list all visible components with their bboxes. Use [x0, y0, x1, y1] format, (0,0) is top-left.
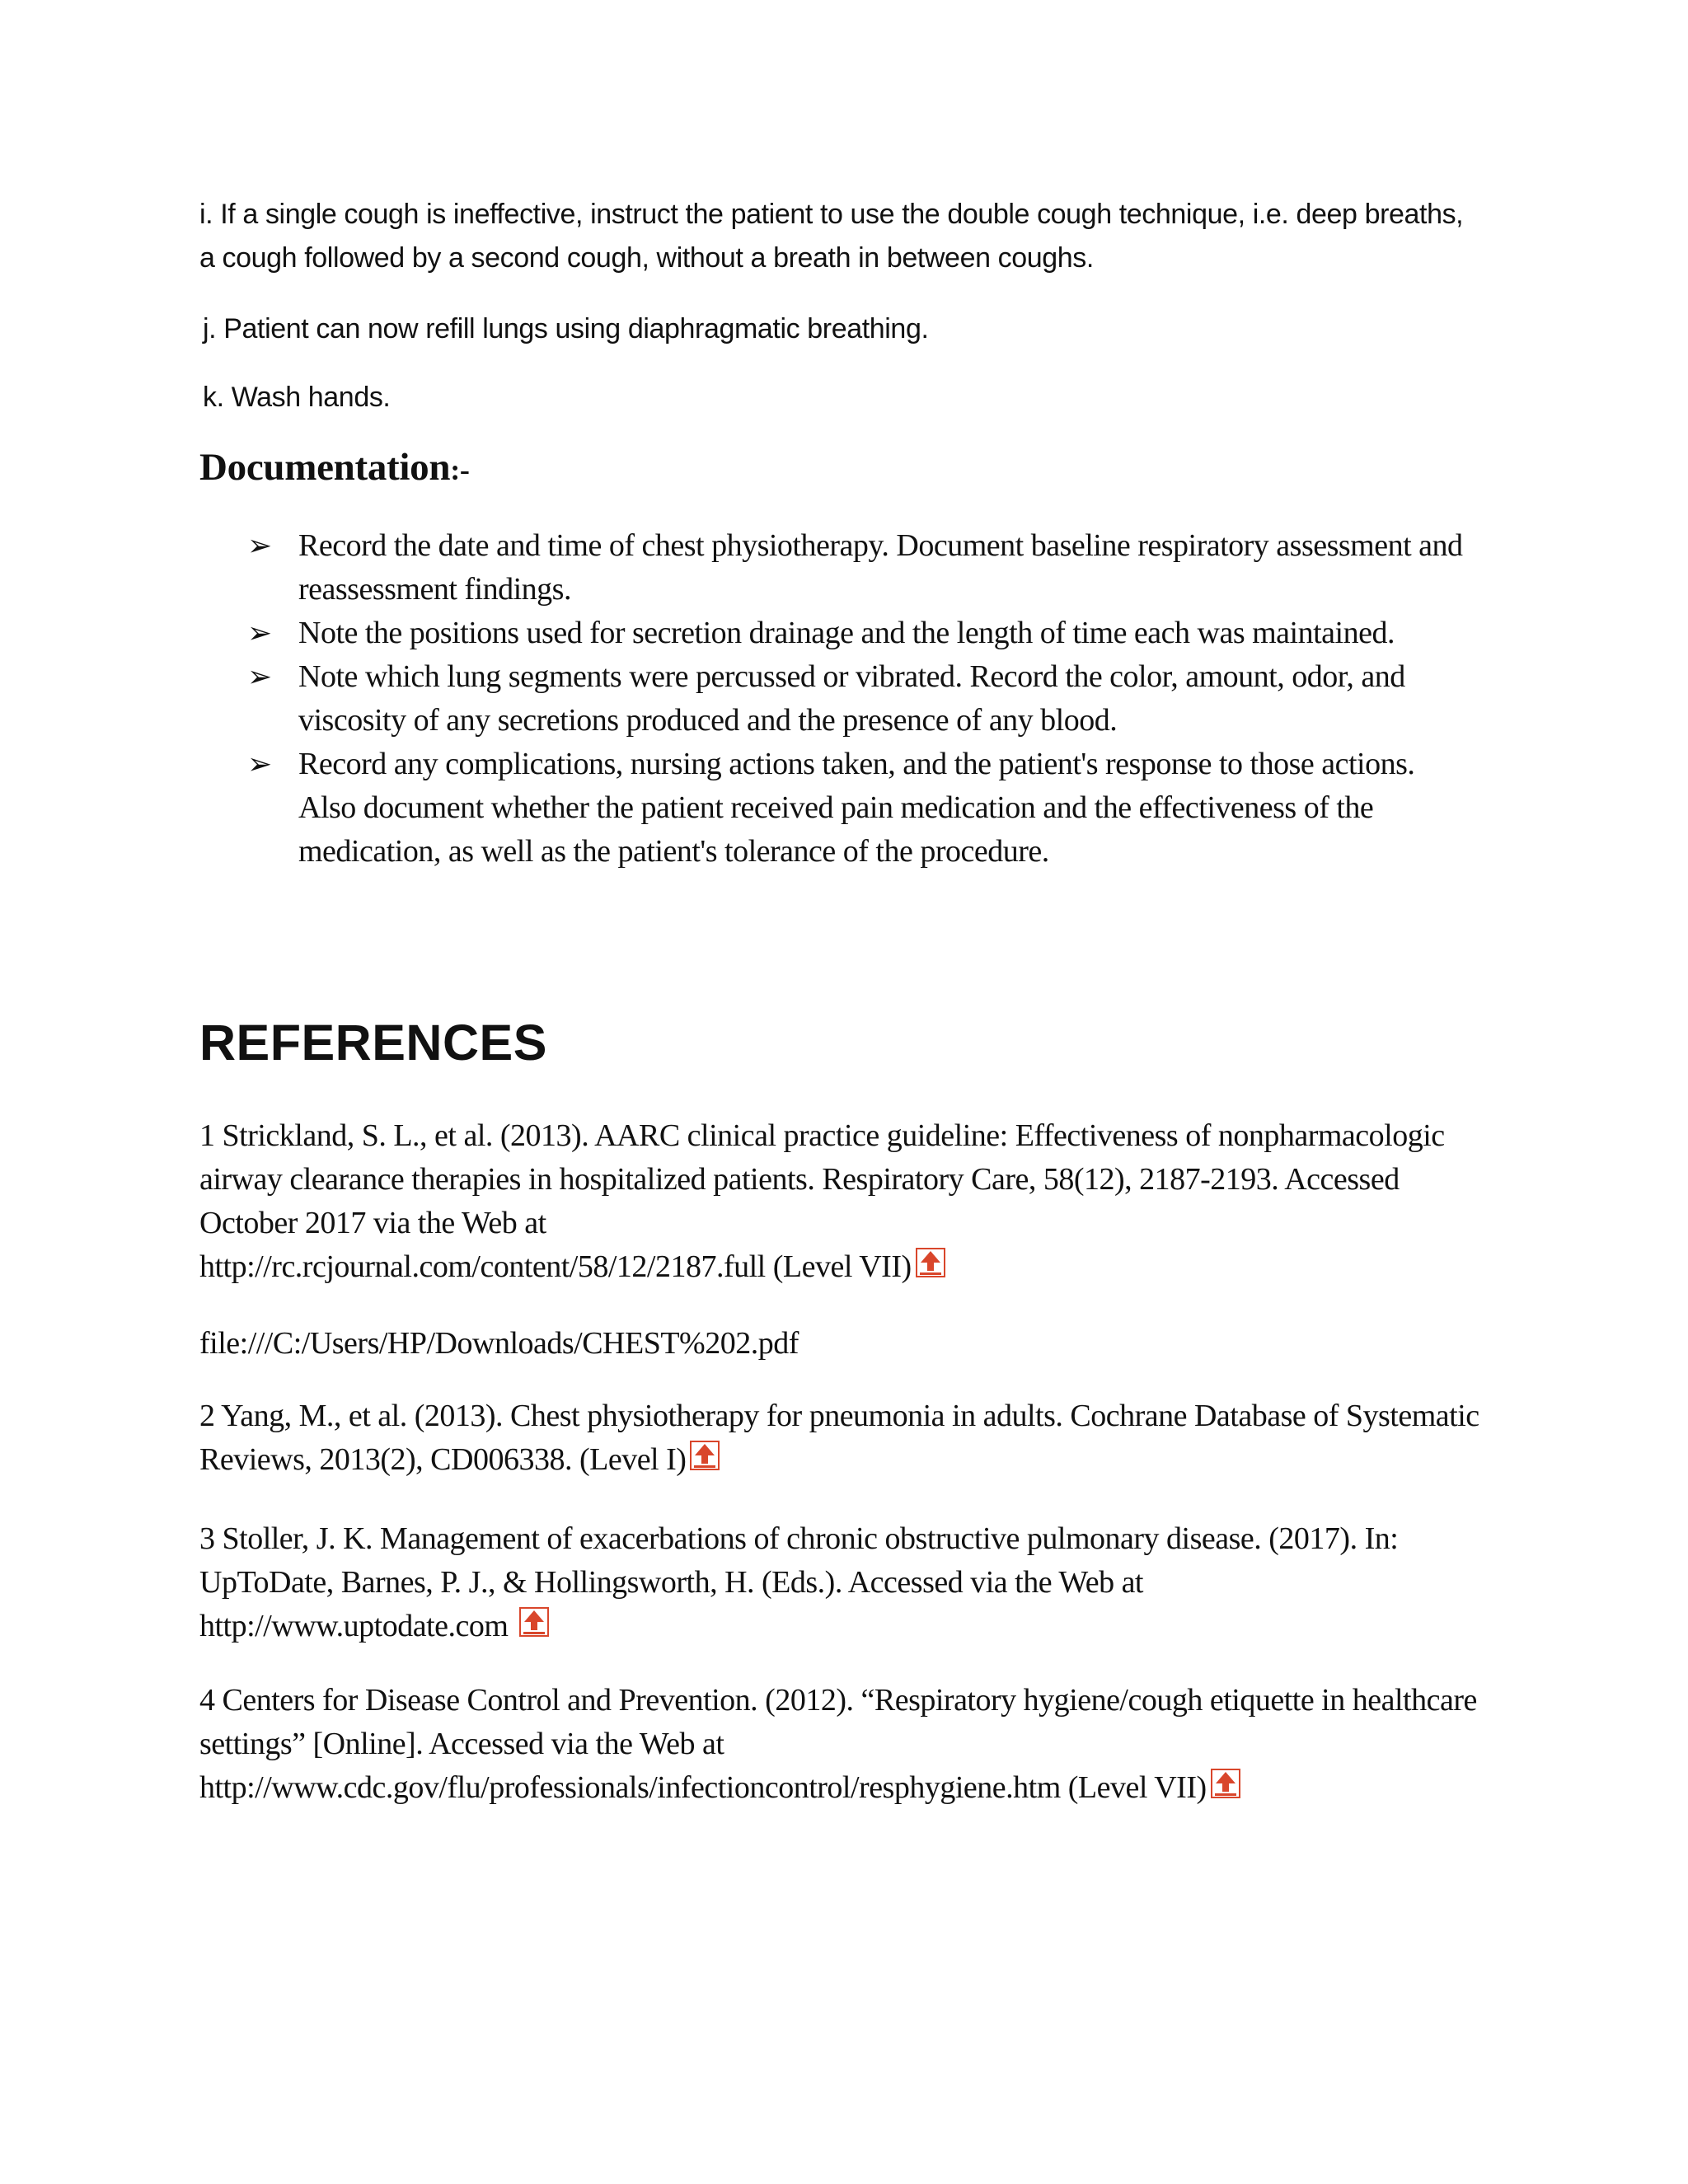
reference-suffix: (Level VII): [1060, 1770, 1207, 1805]
reference-item-4: [199, 1679, 1485, 1810]
reference-link[interactable]: http://www.cdc.gov/flu/professionals/infectioncontrol/resphygiene.htm: [199, 1770, 1061, 1805]
documentation-heading-text: Documentation: [199, 446, 451, 489]
documentation-item: [247, 655, 1467, 743]
arrow-bullet-icon: ➢: [247, 616, 272, 649]
step-k: k. Wash hands.: [203, 382, 391, 413]
documentation-item: [247, 524, 1467, 612]
arrow-bullet-icon: ➢: [247, 748, 272, 780]
documentation-item-text: Note the positions used for secretion drainage and the length of time each was maintained.: [298, 616, 1395, 650]
documentation-item: [247, 743, 1467, 874]
documentation-item-text: Record any complications, nursing actions taken, and the patient's response to those actions. Also document whether the patient received pain medication and the effectiveness of the medication, as well as the patient's tolerance of the procedure.: [298, 747, 1415, 869]
reference-text: 1 Strickland, S. L., et al. (2013). AARC clinical practice guideline: Effectiveness of nonpharmacologic airway clearance therapies in hospitalized patients. Respiratory Care, 58(12), 2187-2193. Accessed October 2017 via the Web at: [199, 1118, 1445, 1240]
documentation-item-text: Note which lung segments were percussed or vibrated. Record the color, amount, odor, and viscosity of any secretions produced and the presence of any blood.: [298, 659, 1405, 738]
arrow-bullet-icon: ➢: [247, 660, 272, 693]
documentation-item: [247, 612, 1467, 655]
reference-suffix: (Level VII): [765, 1249, 912, 1284]
external-link-up-arrow-icon[interactable]: [915, 1247, 946, 1278]
arrow-bullet-icon: ➢: [247, 529, 272, 562]
reference-file-path: file:///C:/Users/HP/Downloads/CHEST%202.pdf: [199, 1326, 799, 1361]
documentation-item-text: Record the date and time of chest physiotherapy. Document baseline respiratory assessment and reassessment findings.: [298, 528, 1463, 607]
external-link-up-arrow-icon[interactable]: [689, 1440, 720, 1471]
step-i: i. If a single cough is ineffective, instruct the patient to use the double cough technique, i.e. deep breaths, a cough followed by a second cough, without a breath in between coughs.: [199, 199, 1464, 274]
reference-item-3: [199, 1517, 1485, 1648]
reference-link[interactable]: http://rc.rcjournal.com/content/58/12/2187.full: [199, 1249, 766, 1284]
step-j: j. Patient can now refill lungs using diaphragmatic breathing.: [203, 313, 929, 344]
external-link-up-arrow-icon[interactable]: [518, 1606, 550, 1638]
documentation-heading-suffix: :-: [450, 453, 470, 486]
reference-text: 4 Centers for Disease Control and Prevention. (2012). “Respiratory hygiene/cough etiquette in healthcare settings” [Online]. Accessed via the Web at: [199, 1683, 1477, 1761]
external-link-up-arrow-icon[interactable]: [1210, 1768, 1241, 1799]
references-heading: REFERENCES: [199, 1015, 547, 1071]
documentation-heading: [199, 445, 470, 490]
documentation-list: [247, 524, 1467, 874]
reference-item-2: [199, 1394, 1485, 1482]
reference-item-1: [199, 1114, 1485, 1289]
reference-link[interactable]: http://www.uptodate.com: [199, 1609, 509, 1643]
reference-text: 3 Stoller, J. K. Management of exacerbations of chronic obstructive pulmonary disease. (2017). In: UpToDate, Barnes, P. J., & Hollingsworth, H. (Eds.). Accessed via the Web at: [199, 1521, 1399, 1600]
reference-text: 2 Yang, M., et al. (2013). Chest physiotherapy for pneumonia in adults. Cochrane Database of Systematic Reviews, 2013(2), CD006338. (Level I): [199, 1399, 1479, 1477]
